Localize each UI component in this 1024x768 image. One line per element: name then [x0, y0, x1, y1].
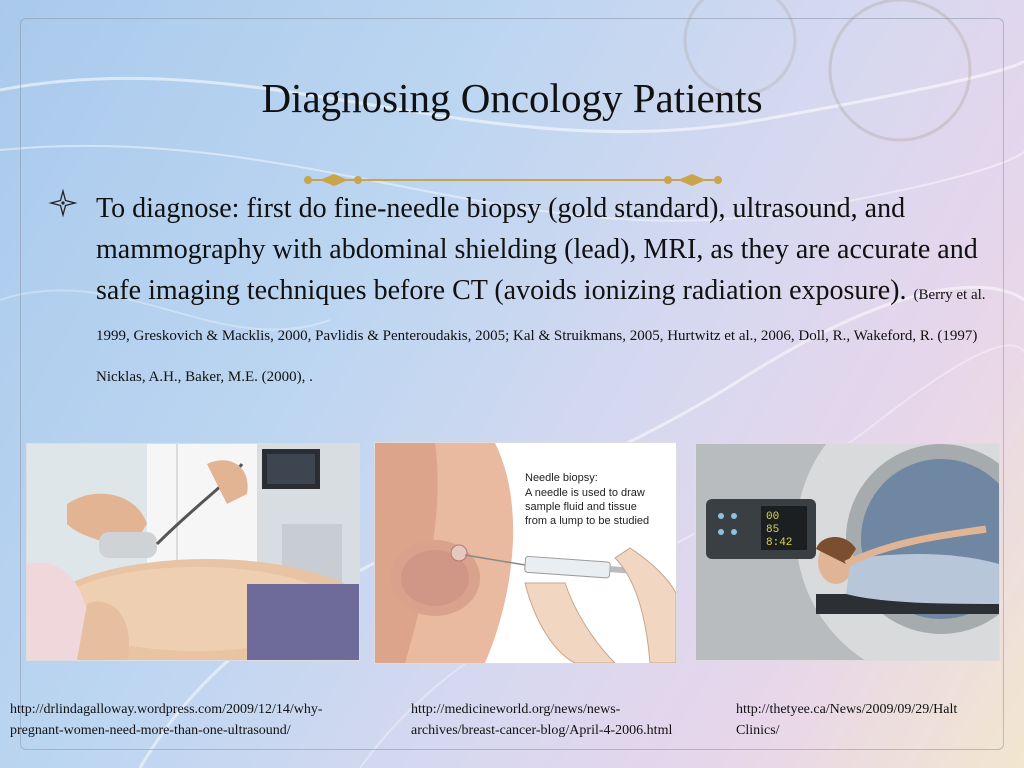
ct-scanner-photo [695, 443, 1000, 661]
source-3-line2: Clinics/ [736, 723, 780, 738]
source-2-line2: archives/breast-cancer-blog/April-4-2006.html [411, 723, 673, 738]
needle-biopsy-illustration [374, 442, 677, 664]
bullet-text [96, 188, 998, 393]
source-1-line1: http://drlindagalloway.wordpress.com/2009/12/14/why- [10, 702, 323, 717]
four-point-star-icon [48, 188, 78, 218]
source-2-line1: http://medicineworld.org/news/news- [411, 702, 621, 717]
image-source-1 [10, 699, 323, 741]
ct-display-line2: 85 [766, 524, 780, 536]
image-source-2 [411, 699, 672, 741]
bullet-item [48, 188, 998, 393]
ct-display-line1: 00 [766, 511, 780, 523]
source-3-line1: http://thetyee.ca/News/2009/09/29/Halt [736, 702, 958, 717]
biopsy-caption-line1: Needle biopsy: [525, 472, 598, 484]
ct-display-line3: 8:42 [766, 537, 793, 549]
biopsy-caption-line3: sample fluid and tissue [525, 501, 637, 513]
title-divider-ornament [298, 170, 728, 190]
image-source-3 [736, 699, 957, 741]
bullet-main-text: To diagnose: first do fine-needle biopsy (gold standard), ultrasound, and mammography with abdominal shielding (lead), MRI, as they are accurate and safe imaging techniques before CT (avoids ionizing radiation exposure). [96, 193, 978, 306]
biopsy-caption-line2: A needle is used to draw [525, 487, 645, 499]
source-1-line2: pregnant-women-need-more-than-one-ultrasound/ [10, 723, 291, 738]
biopsy-caption-line4: from a lump to be studied [525, 515, 650, 527]
slide-title: Diagnosing Oncology Patients [261, 75, 763, 121]
bullet-citation: (Berry et al. 1999, Greskovich & Macklis, 2000, Pavlidis & Penteroudakis, 2005; Kal & Struikmans, 2005, Hurtwitz et al., 2006, Doll, R., Wakeford, R. (1997) Nicklas, A.H., Baker, M.E. (2000), . [96, 287, 986, 385]
pregnant-ultrasound-photo [26, 443, 360, 661]
